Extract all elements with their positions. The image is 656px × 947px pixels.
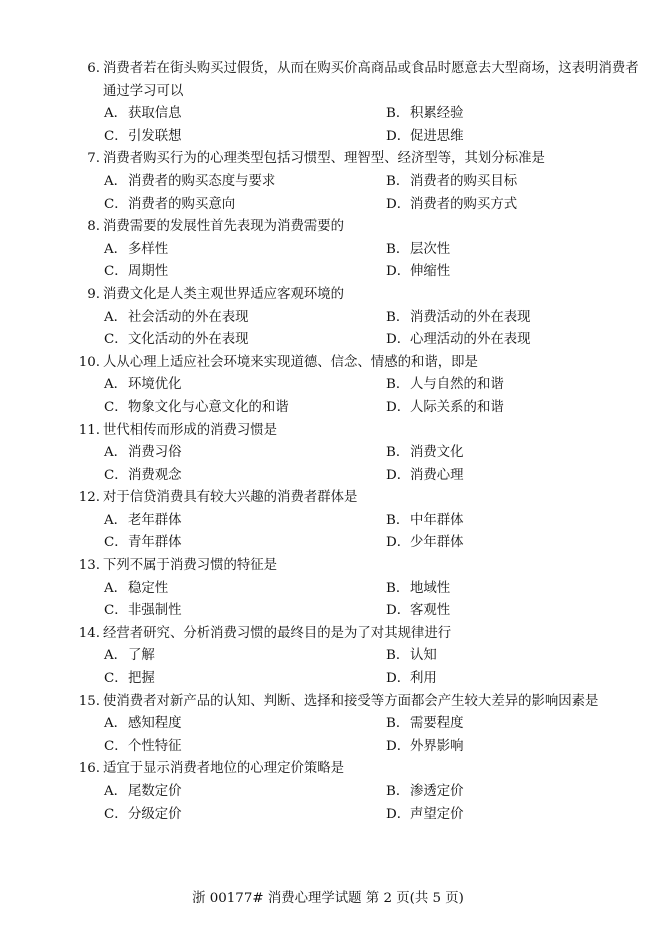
option-text: 声望定价 [410,806,464,822]
option-text: 伸缩性 [410,264,451,280]
option-text: 文化活动的外在表现 [128,332,249,348]
option-letter: D． [386,738,411,754]
option-letter: D． [386,806,411,822]
option-text: 社会活动的外在表现 [128,309,249,325]
option-text: 地域性 [410,580,451,596]
answer-option [386,397,644,420]
question-stem [72,691,642,714]
option-text: 消费者的购买意向 [128,196,236,212]
option-text: 多样性 [128,241,169,257]
answer-option [386,600,644,623]
option-text: 非强制性 [128,603,182,619]
option-text: 把握 [128,671,155,687]
question-text: 消费者购买行为的心理类型包括习惯型、理智型、经济型等，其划分标准是 [103,151,545,167]
answer-option [386,239,644,262]
option-letter: A． [104,716,128,732]
option-text: 心理活动的外在表现 [410,332,531,348]
option-letter: D． [386,535,411,551]
option-letter: A． [104,512,128,528]
answer-option [386,510,644,533]
option-text: 稳定性 [128,580,169,596]
option-text: 利用 [410,671,437,687]
question-text: 世代相传而形成的消费习惯是 [103,422,278,438]
option-letter: C． [104,806,128,822]
option-letter: B． [386,241,410,257]
option-letter: A． [104,784,128,799]
question-item [72,758,642,826]
option-text: 层次性 [410,241,451,257]
option-letter: B． [386,106,410,122]
option-text: 消费观念 [128,467,182,483]
answer-option [104,194,386,217]
question-number: 10. [78,354,100,370]
option-text: 青年群体 [128,535,182,551]
option-text: 引发联想 [128,128,182,144]
answer-option [386,465,644,488]
option-grid [104,103,642,148]
answer-option [104,261,386,284]
answer-option [386,171,644,194]
option-letter: D． [386,332,411,348]
option-letter: C． [104,671,128,687]
answer-option [104,442,386,465]
question-item [72,352,642,420]
question-text: 消费文化是人类主观世界适应客观环境的 [103,286,345,302]
answer-option [386,261,644,284]
question-text: 适宜于显示消费者地位的心理定价策略是 [103,761,345,777]
option-text: 需要程度 [410,716,464,732]
option-text: 个性特征 [128,738,182,754]
question-item [72,487,642,555]
option-grid [104,578,642,623]
page-footer: 浙 00177# 消费心理学试题 第 2 页(共 5 页) [192,891,464,906]
answer-option [104,736,386,759]
question-number: 14. [78,625,100,641]
question-item [72,623,642,691]
question-stem [72,284,642,307]
question-number: 9. [87,286,100,302]
answer-option [386,103,644,126]
question-stem [72,216,642,239]
question-item [72,555,642,623]
option-letter: D． [386,467,411,483]
option-letter: D． [386,196,411,212]
question-number: 13. [78,558,100,574]
answer-option [386,781,644,804]
question-number: 7. [87,151,100,167]
option-letter: B． [386,784,410,799]
option-letter: C． [104,467,128,483]
answer-option [104,126,386,149]
option-text: 人与自然的和谐 [410,377,504,393]
question-number: 8. [87,219,100,235]
answer-option [104,804,386,827]
answer-option [104,645,386,668]
question-stem [72,758,642,781]
answer-option [386,804,644,827]
answer-option [104,668,386,691]
answer-option [386,194,644,217]
answer-option [104,239,386,262]
answer-option [386,329,644,352]
option-text: 感知程度 [128,716,182,732]
answer-option [104,600,386,623]
answer-option [104,329,386,352]
option-letter: A． [104,309,128,325]
option-letter: D． [386,264,411,280]
question-number: 12. [78,490,100,506]
answer-option [104,171,386,194]
question-text: 人从心理上适应社会环境来实现道德、信念、情感的和谐，即是 [103,354,478,370]
option-grid [104,713,642,758]
option-letter: D． [386,603,411,619]
question-stem [72,352,642,375]
option-text: 获取信息 [128,106,182,122]
question-number: 11. [78,422,100,438]
answer-option [104,781,386,804]
question-text: 对于信贷消费具有较大兴趣的消费者群体是 [103,490,358,506]
option-text: 分级定价 [128,806,182,822]
question-item [72,148,642,216]
option-text: 外界影响 [410,738,464,754]
option-letter: B． [386,648,410,664]
answer-option [386,126,644,149]
question-stem [72,555,642,578]
option-letter: B． [386,445,410,461]
option-text: 消费心理 [410,467,464,483]
question-number: 15. [78,693,100,709]
question-list [72,58,642,826]
option-grid [104,781,642,826]
option-text: 促进思维 [410,128,464,144]
option-letter: D． [386,399,411,415]
question-item [72,691,642,759]
answer-option [386,442,644,465]
answer-option [386,374,644,397]
option-letter: B． [386,173,410,189]
answer-option [386,668,644,691]
answer-option [104,713,386,736]
option-text: 老年群体 [128,512,182,528]
option-letter: C． [104,738,128,754]
option-text: 认知 [410,648,437,664]
option-grid [104,239,642,284]
question-stem [72,623,642,646]
option-grid [104,442,642,487]
question-stem [72,487,642,510]
answer-option [104,465,386,488]
answer-option [104,307,386,330]
answer-option [104,578,386,601]
answer-option [386,645,644,668]
option-text: 中年群体 [410,512,464,528]
question-item [72,216,642,284]
question-item [72,420,642,488]
option-text: 消费者的购买方式 [410,196,518,212]
option-letter: D． [386,671,411,687]
option-text: 消费者的购买目标 [410,173,518,189]
option-letter: A． [104,241,128,257]
question-text: 下列不属于消费习惯的特征是 [103,558,278,574]
option-letter: C． [104,196,128,212]
answer-option [104,374,386,397]
option-grid [104,171,642,216]
answer-option [104,397,386,420]
option-text: 少年群体 [410,535,464,551]
question-item [72,284,642,352]
option-letter: A． [104,648,128,664]
option-grid [104,510,642,555]
question-text: 消费需要的发展性首先表现为消费需要的 [103,219,345,235]
option-letter: A． [104,377,128,393]
option-letter: B． [386,716,410,732]
option-text: 物象文化与心意文化的和谐 [128,399,289,415]
question-text: 经营者研究、分析消费习惯的最终目的是为了对其规律进行 [103,625,452,641]
option-text: 渗透定价 [410,784,464,799]
option-text: 人际关系的和谐 [410,399,504,415]
option-text: 周期性 [128,264,169,280]
option-grid [104,645,642,690]
question-number: 6. [87,61,100,76]
option-letter: A． [104,106,128,122]
option-letter: D． [386,128,411,144]
answer-option [104,510,386,533]
option-letter: C． [104,603,128,619]
answer-option [104,103,386,126]
question-stem [72,58,642,103]
option-letter: C． [104,128,128,144]
option-text: 消费习俗 [128,445,182,461]
question-text: 消费者若在街头购买过假货，从而在购买价高商品或食品时愿意去大型商场，这表明消费者通过学习可以 [103,61,639,99]
option-text: 消费文化 [410,445,464,461]
option-text: 积累经验 [410,106,464,122]
answer-option [386,307,644,330]
option-grid [104,307,642,352]
option-letter: A． [104,580,128,596]
question-stem [72,148,642,171]
option-letter: B． [386,377,410,393]
option-text: 消费者的购买态度与要求 [128,173,276,189]
option-letter: C． [104,399,128,415]
option-letter: C． [104,535,128,551]
question-number: 16. [78,761,100,777]
question-text: 使消费者对新产品的认知、判断、选择和接受等方面都会产生较大差异的影响因素是 [103,693,599,709]
option-letter: B． [386,512,410,528]
answer-option [104,532,386,555]
answer-option [386,578,644,601]
option-letter: B． [386,580,410,596]
option-letter: A． [104,445,128,461]
option-grid [104,374,642,419]
option-letter: A． [104,173,128,189]
option-text: 环境优化 [128,377,182,393]
option-text: 客观性 [410,603,451,619]
answer-option [386,713,644,736]
question-item [72,58,642,148]
option-letter: C． [104,264,128,280]
answer-option [386,532,644,555]
option-text: 尾数定价 [128,784,182,799]
option-letter: B． [386,309,410,325]
option-text: 了解 [128,648,155,664]
option-letter: C． [104,332,128,348]
answer-option [386,736,644,759]
question-stem [72,420,642,443]
option-text: 消费活动的外在表现 [410,309,531,325]
